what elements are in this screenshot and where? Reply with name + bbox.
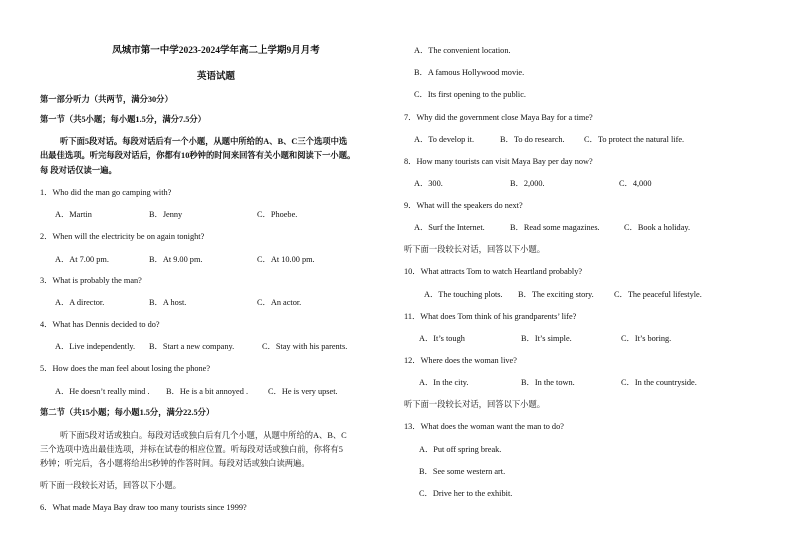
question-10-option-b: B．The exciting story. bbox=[518, 290, 594, 299]
question-5-option-a: A．He doesn’t really mind . bbox=[55, 387, 150, 396]
question-6-option-a: A．The convenient location. bbox=[414, 46, 511, 55]
question-6-option-b: B．A famous Hollywood movie. bbox=[414, 68, 525, 77]
question-9-option-c: C．Book a holiday. bbox=[624, 223, 691, 232]
question-5: 5．How does the man feel about losing the phone? bbox=[40, 364, 211, 373]
question-4-option-b: B．Start a new company. bbox=[149, 342, 235, 351]
question-3-option-a: A．A director. bbox=[55, 298, 105, 307]
question-8-option-a: A．300. bbox=[414, 179, 443, 188]
question-1-option-a: A．Martin bbox=[55, 210, 92, 219]
listen-instruction-q10: 听下面一段较长对话，回答以下小题。 bbox=[404, 245, 546, 254]
question-6: 6．What made Maya Bay draw too many tourists since 1999? bbox=[40, 503, 247, 512]
question-8: 8．How many tourists can visit Maya Bay per day now? bbox=[404, 157, 593, 166]
question-11-option-b: B．It’s simple. bbox=[521, 334, 572, 343]
question-13-option-c: C．Drive her to the exhibit. bbox=[419, 489, 513, 498]
question-7-option-c: C．To protect the natural life. bbox=[584, 135, 685, 144]
question-2-option-b: B．At 9.00 pm. bbox=[149, 255, 203, 264]
question-7-option-a: A．To develop it. bbox=[414, 135, 475, 144]
question-5-option-b: B．He is a bit annoyed . bbox=[166, 387, 249, 396]
question-12-option-b: B．In the town. bbox=[521, 378, 575, 387]
question-7-option-b: B．To do research. bbox=[500, 135, 565, 144]
question-2-option-c: C．At 10.00 pm. bbox=[257, 255, 315, 264]
question-7: 7．Why did the government close Maya Bay for a time? bbox=[404, 113, 593, 122]
question-8-option-c: C．4,000 bbox=[619, 179, 652, 188]
question-12: 12．Where does the woman live? bbox=[404, 356, 517, 365]
question-1-option-c: C．Phoebe. bbox=[257, 210, 298, 219]
question-8-option-b: B．2,000. bbox=[510, 179, 545, 188]
question-12-option-c: C．In the countryside. bbox=[621, 378, 697, 387]
question-3: 3．What is probably the man? bbox=[40, 276, 142, 285]
listen-instruction-q13: 听下面一段较长对话，回答以下小题。 bbox=[404, 400, 546, 409]
question-13-option-a: A．Put off spring break. bbox=[419, 445, 502, 454]
question-4: 4．What has Dennis decided to do? bbox=[40, 320, 160, 329]
question-11: 11．What does Tom think of his grandparents’ life? bbox=[404, 312, 577, 321]
listen-instruction-q6: 听下面一段较长对话，回答以下小题。 bbox=[40, 481, 182, 490]
question-9-option-b: B．Read some magazines. bbox=[510, 223, 600, 232]
question-9: 9．What will the speakers do next? bbox=[404, 201, 523, 210]
section1-heading: 第一节（共5小题；每小题1.5分，满分7.5分） bbox=[40, 115, 206, 124]
question-12-option-a: A．In the city. bbox=[419, 378, 469, 387]
section2-instructions-line2: 三个选项中选出最佳选项，并标在试卷的相应位置。听每段对话或独白前，你将有5 bbox=[40, 445, 343, 454]
question-2: 2．When will the electricity be on again tonight? bbox=[40, 232, 205, 241]
question-5-option-c: C．He is very upset. bbox=[268, 387, 338, 396]
question-11-option-c: C．It’s boring. bbox=[621, 334, 672, 343]
question-1: 1．Who did the man go camping with? bbox=[40, 188, 172, 197]
question-1-option-b: B．Jenny bbox=[149, 210, 183, 219]
section2-instructions-line3: 秒钟；听完后，各小题将给出5秒钟的作答时间。每段对话或独白读两遍。 bbox=[40, 459, 310, 468]
question-10-option-a: A．The touching plots. bbox=[424, 290, 503, 299]
question-2-option-a: A．At 7.00 pm. bbox=[55, 255, 109, 264]
section1-instructions-line2: 出最佳选项。听完每段对话后，你都有10秒钟的时间来回答有关小题和阅读下一小题。 bbox=[40, 151, 356, 160]
question-4-option-c: C．Stay with his parents. bbox=[262, 342, 348, 351]
section1-instructions-line3: 每 段对话仅读一遍。 bbox=[40, 166, 117, 175]
exam-title: 凤城市第一中学2023-2024学年高二上学期9月月考 bbox=[112, 46, 320, 56]
section2-instructions-line1: 听下面5段对话或独白。每段对话或独白后有几个小题，从题中所给的A、B、C bbox=[60, 431, 347, 440]
question-3-option-c: C．An actor. bbox=[257, 298, 302, 307]
question-9-option-a: A．Surf the Internet. bbox=[414, 223, 485, 232]
exam-subtitle: 英语试题 bbox=[196, 72, 235, 82]
question-10: 10．What attracts Tom to watch Heartland probably? bbox=[404, 267, 583, 276]
section1-instructions-line1: 听下面5段对话。每段对话后有一个小题，从题中所给的A、B、C三个选项中选 bbox=[60, 137, 348, 146]
section2-heading: 第二节（共15小题；每小题1.5分，满分22.5分） bbox=[40, 408, 215, 417]
question-13-option-b: B．See some western art. bbox=[419, 467, 506, 476]
question-13: 13．What does the woman want the man to do? bbox=[404, 422, 564, 431]
question-10-option-c: C．The peaceful lifestyle. bbox=[614, 290, 702, 299]
part1-heading: 第一部分听力（共两节，满分30分） bbox=[40, 95, 173, 104]
question-3-option-b: B．A host. bbox=[149, 298, 187, 307]
question-6-option-c: C．Its first opening to the public. bbox=[414, 90, 526, 99]
question-11-option-a: A．It’s tough bbox=[419, 334, 465, 343]
question-4-option-a: A．Live independently. bbox=[55, 342, 136, 351]
